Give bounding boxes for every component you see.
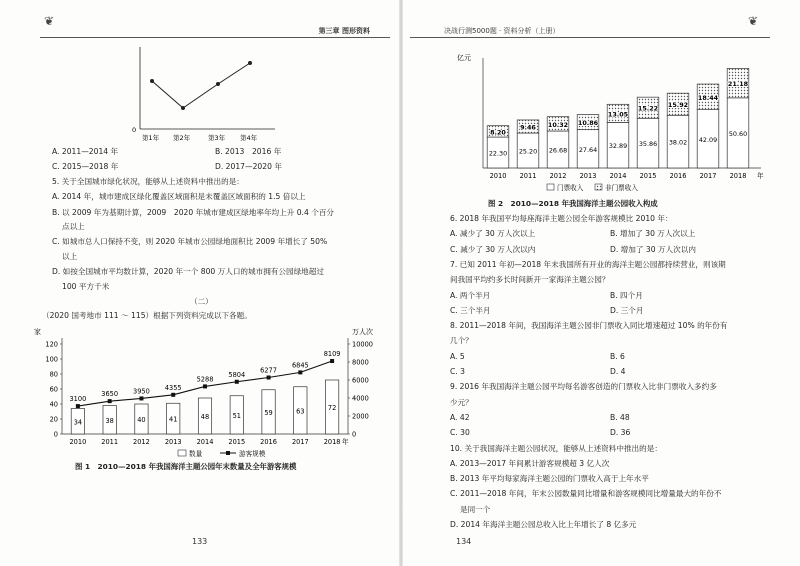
figure1-legend-line-marker	[226, 451, 230, 455]
figure1-left-tick-label: 100	[45, 355, 58, 364]
left-page-header	[40, 24, 390, 38]
question-text: D. 2014 年海洋主题公园总收入比上年增长了 8 亿多元	[450, 520, 637, 529]
question-text: 8. 2011—2018 年间，我国海洋主题公园非门票收入同比增速超过 10% 的年份有	[450, 321, 728, 331]
figure2-nonticket-label: 21.18	[727, 80, 749, 89]
figure1-x-label: 2012	[133, 438, 150, 446]
figure1-visitor-label: 3650	[101, 390, 119, 399]
question-option: B. 增加了 30 万人次以上	[610, 229, 696, 239]
figure1-bar-label: 63	[296, 407, 305, 416]
figure2-x-label: 2015	[639, 172, 657, 180]
figure1-visitor-label: 8109	[323, 350, 341, 359]
figure1-x-suffix: 年	[342, 438, 349, 446]
figure2-x-suffix: 年	[757, 172, 764, 180]
figure1-x-label: 2015	[228, 438, 246, 446]
question-text: 间我国平均约多长时间新开一家海洋主题公园？	[450, 275, 610, 285]
figure2-nonticket-label: 15.92	[667, 101, 689, 110]
figure1-visitor-point	[108, 399, 112, 403]
corner-ornament-icon: ❦	[748, 14, 759, 28]
section-intro: （2020 国考地市 111 ～ 115）根据下列资料完成以下各题。	[42, 311, 252, 320]
figure1-visitor-label: 3100	[69, 395, 87, 404]
figure2-caption: 图 2 2010—2018 年我国海洋主题公园收入构成	[488, 199, 658, 208]
small-chart-point	[150, 79, 154, 83]
left-header-title: 第三章 图形资料	[318, 27, 370, 35]
small-chart-point	[216, 82, 220, 86]
figure1-bar-label: 38	[105, 416, 114, 425]
figure2-x-label: 2018	[729, 172, 747, 180]
figure1-combo-chart	[30, 322, 392, 470]
figure2-ticket-label: 26.68	[548, 146, 568, 155]
figure2-stacked-chart	[455, 50, 790, 195]
question-text: 7. 已知 2011 年初—2018 年末我国所有开业的海洋主题公园都持续营业，则该期	[450, 259, 726, 269]
figure1-x-label: 2011	[101, 438, 119, 446]
figure1-visitor-point	[171, 393, 175, 397]
right-page-number: 134	[456, 537, 472, 546]
question-option: D. 增加了 30 万人次以内	[610, 244, 696, 254]
figure1-right-tick-label: 10000	[352, 340, 373, 349]
q5-line: A. 2014 年，城市建成区绿化覆盖区域面积是未覆盖区域面积的 1.5 倍以上	[52, 192, 306, 201]
small-chart-point	[181, 106, 185, 110]
figure1-left-tick-label: 60	[49, 385, 58, 394]
figure2-nonticket-label: 18.44	[697, 93, 719, 102]
small-line-chart	[120, 45, 280, 145]
q4-option-b: B. 2013 2016 年	[215, 147, 282, 156]
figure1-right-tick-label: 2000	[352, 412, 369, 421]
figure1-bar-label: 59	[264, 408, 273, 417]
figure2-ticket-label: 27.64	[578, 145, 598, 154]
figure1-x-label: 2010	[69, 438, 87, 446]
figure1-visitor-point	[203, 384, 207, 388]
figure1-visitor-label: 5288	[196, 375, 214, 384]
figure1-legend-bar-swatch	[178, 450, 186, 456]
figure1-left-tick-label: 120	[45, 340, 58, 349]
small-chart-line	[152, 63, 250, 108]
figure1-bar-label: 51	[232, 411, 241, 420]
figure1-x-label: 2014	[196, 438, 214, 446]
figure2-x-label: 2014	[609, 172, 627, 180]
q4-option-a: A. 2011—2014 年	[52, 147, 119, 156]
figure1-visitor-point	[139, 396, 143, 400]
figure2-x-label: 2012	[549, 172, 567, 180]
question-text: 少元？	[450, 397, 473, 407]
figure1-right-tick-label: 8000	[352, 358, 369, 367]
q5-line: B. 以 2009 年为基期计算，2009 2020 年城市建成区绿地率年均上升 0.4 个百分	[52, 208, 335, 217]
figure1-x-label: 2016	[260, 438, 277, 446]
figure1-left-axis-unit: 家	[34, 328, 41, 336]
figure2-nonticket-label: 8.20	[490, 128, 506, 137]
figure1-visitor-label: 5804	[228, 370, 246, 379]
question-text: 6. 2018 年我国平均每座海洋主题公园全年游客规模比 2010 年：	[450, 214, 673, 223]
figure1-bar-label: 34	[73, 418, 83, 427]
q5-line: C. 如城市总人口保持不变，则 2020 年城市公园绿地面积比 2009 年增长了 50%	[52, 237, 328, 246]
figure2-legend-ticket-label: 门票收入	[557, 184, 584, 192]
figure1-left-tick-label: 80	[49, 370, 58, 379]
question-text: 9. 2016 年我国海洋主题公园平均每名游客创造的门票收入比非门票收入多约多	[450, 382, 717, 392]
figure2-ticket-label: 42.09	[698, 135, 718, 144]
figure1-visitor-point	[235, 380, 239, 384]
question-text: 是同一个	[460, 504, 491, 514]
question-option: B. 四个月	[610, 290, 643, 300]
right-header-title: 决战行测5000题 · 资料分析（上册）	[444, 27, 560, 35]
q5-line: 点以上	[62, 222, 85, 231]
figure1-right-axis-unit: 万人次	[352, 328, 373, 336]
question-option: B. 6	[610, 351, 625, 361]
figure2-legend-nonticket-label: 非门票收入	[605, 184, 638, 192]
figure2-ticket-label: 32.89	[608, 142, 628, 151]
small-chart-point	[248, 61, 252, 65]
figure1-legend-bar-label: 数量	[189, 450, 203, 458]
question-option: B. 48	[610, 412, 630, 422]
question-option: A. 5	[450, 351, 465, 361]
figure2-y-unit: 亿元	[457, 54, 471, 62]
question-option: D. 三个月	[610, 305, 644, 315]
question-option: A. 两个半月	[450, 290, 491, 300]
figure1-right-tick-label: 6000	[352, 376, 369, 385]
figure1-right-tick-label: 0	[352, 430, 357, 439]
section-title: （二）	[190, 297, 213, 306]
figure2-nonticket-label: 15.22	[637, 104, 659, 113]
q5-line: 以上	[62, 252, 78, 261]
question-text: B. 2013 年平均每家海洋主题公园的门票收入高于上年水平	[450, 474, 649, 484]
figure2-ticket-label: 50.60	[728, 129, 748, 138]
question-text: 10. 关于我国海洋主题公园状况，能够从上述资料中推出的是：	[450, 443, 662, 453]
question-text: C. 2011—2018 年间，年末公园数量同比增量和游客规模同比增量最大的年份不	[450, 489, 722, 499]
q4-option-c: C. 2015—2018 年	[52, 162, 119, 171]
left-page-number: 133	[192, 537, 208, 546]
figure1-left-tick-label: 0	[53, 430, 58, 439]
figure1-legend-line-label: 游客规模	[239, 450, 266, 458]
question-option: D. 36	[610, 428, 631, 438]
figure1-visitor-label: 4355	[164, 383, 182, 392]
figure1-visitor-point	[298, 370, 302, 374]
figure2-ticket-label: 22.30	[488, 149, 508, 158]
figure2-legend-ticket-swatch	[547, 184, 554, 190]
corner-ornament-icon: ❦	[44, 14, 55, 28]
question-text: 几个？	[450, 336, 473, 346]
q4-option-d: D. 2017—2020 年	[215, 162, 282, 171]
figure1-visitor-point	[267, 376, 271, 380]
figure1-visitor-point	[76, 404, 80, 408]
figure2-x-label: 2017	[699, 172, 717, 180]
question-option: A. 减少了 30 万人次以上	[450, 229, 536, 239]
figure1-bar-label: 48	[200, 413, 210, 421]
figure2-ticket-label: 38.02	[668, 138, 688, 147]
small-chart-xlabel: 第2年	[173, 134, 191, 142]
figure1-visitor-point	[330, 359, 334, 363]
figure2-x-label: 2011	[519, 172, 537, 180]
q5-line: D. 如按全国城市平均数计算，2020 年一个 800 万人口的城市拥有公园绿地超过	[52, 267, 324, 276]
figure2-nonticket-label: 9.46	[520, 123, 536, 132]
figure2-ticket-label: 35.86	[638, 140, 658, 149]
figure2-x-label: 2010	[489, 172, 507, 180]
figure1-left-tick-label: 40	[49, 400, 58, 409]
figure1-bar-label: 41	[169, 415, 178, 424]
question-option: C. 30	[450, 428, 470, 438]
figure1-visitor-label: 6277	[260, 366, 277, 375]
q5-line: 100 平方千米	[62, 282, 110, 291]
figure1-x-label: 2013	[164, 438, 182, 446]
small-chart-xlabel: 第1年	[142, 134, 160, 142]
question-option: A. 42	[450, 412, 470, 422]
figure1-caption: 图 1 2010—2018 年我国海洋主题公园年末数量及全年游客规模	[75, 462, 297, 471]
figure2-x-label: 2016	[669, 172, 687, 180]
question-option: C. 三个半月	[450, 305, 491, 315]
figure2-x-label: 2013	[579, 172, 597, 180]
figure1-x-label: 2017	[291, 438, 309, 446]
question-option: D. 4	[610, 367, 626, 376]
figure1-left-tick-label: 20	[49, 415, 58, 424]
figure1-bar-label: 40	[137, 416, 146, 424]
figure1-bar-label: 72	[327, 404, 337, 412]
small-chart-xlabel: 第3年	[208, 134, 226, 142]
figure2-nonticket-label: 10.86	[577, 119, 599, 128]
right-page-header	[410, 24, 770, 38]
q5-stem: 5. 关于全国城市绿化状况，能够从上述资料中推出的是：	[52, 177, 244, 186]
figure2-ticket-label: 25.20	[518, 147, 538, 156]
figure2-nonticket-label: 10.32	[547, 120, 569, 129]
question-option: C. 3	[450, 367, 465, 376]
question-text: A. 2013—2017 年间累计游客规模超 3 亿人次	[450, 458, 610, 468]
book-gutter	[399, 0, 403, 566]
question-option: C. 减少了 30 万人次以内	[450, 244, 536, 254]
figure1-visitor-label: 6845	[291, 361, 309, 370]
figure1-visitor-label: 3950	[133, 387, 150, 396]
small-chart-xlabel: 第4年	[240, 134, 258, 142]
figure2-nonticket-label: 13.05	[607, 110, 629, 119]
figure1-x-label: 2018	[323, 438, 341, 446]
figure2-legend-nonticket-swatch	[595, 184, 602, 190]
figure1-right-tick-label: 4000	[352, 394, 369, 403]
small-chart-zero-label: 0	[132, 126, 137, 134]
